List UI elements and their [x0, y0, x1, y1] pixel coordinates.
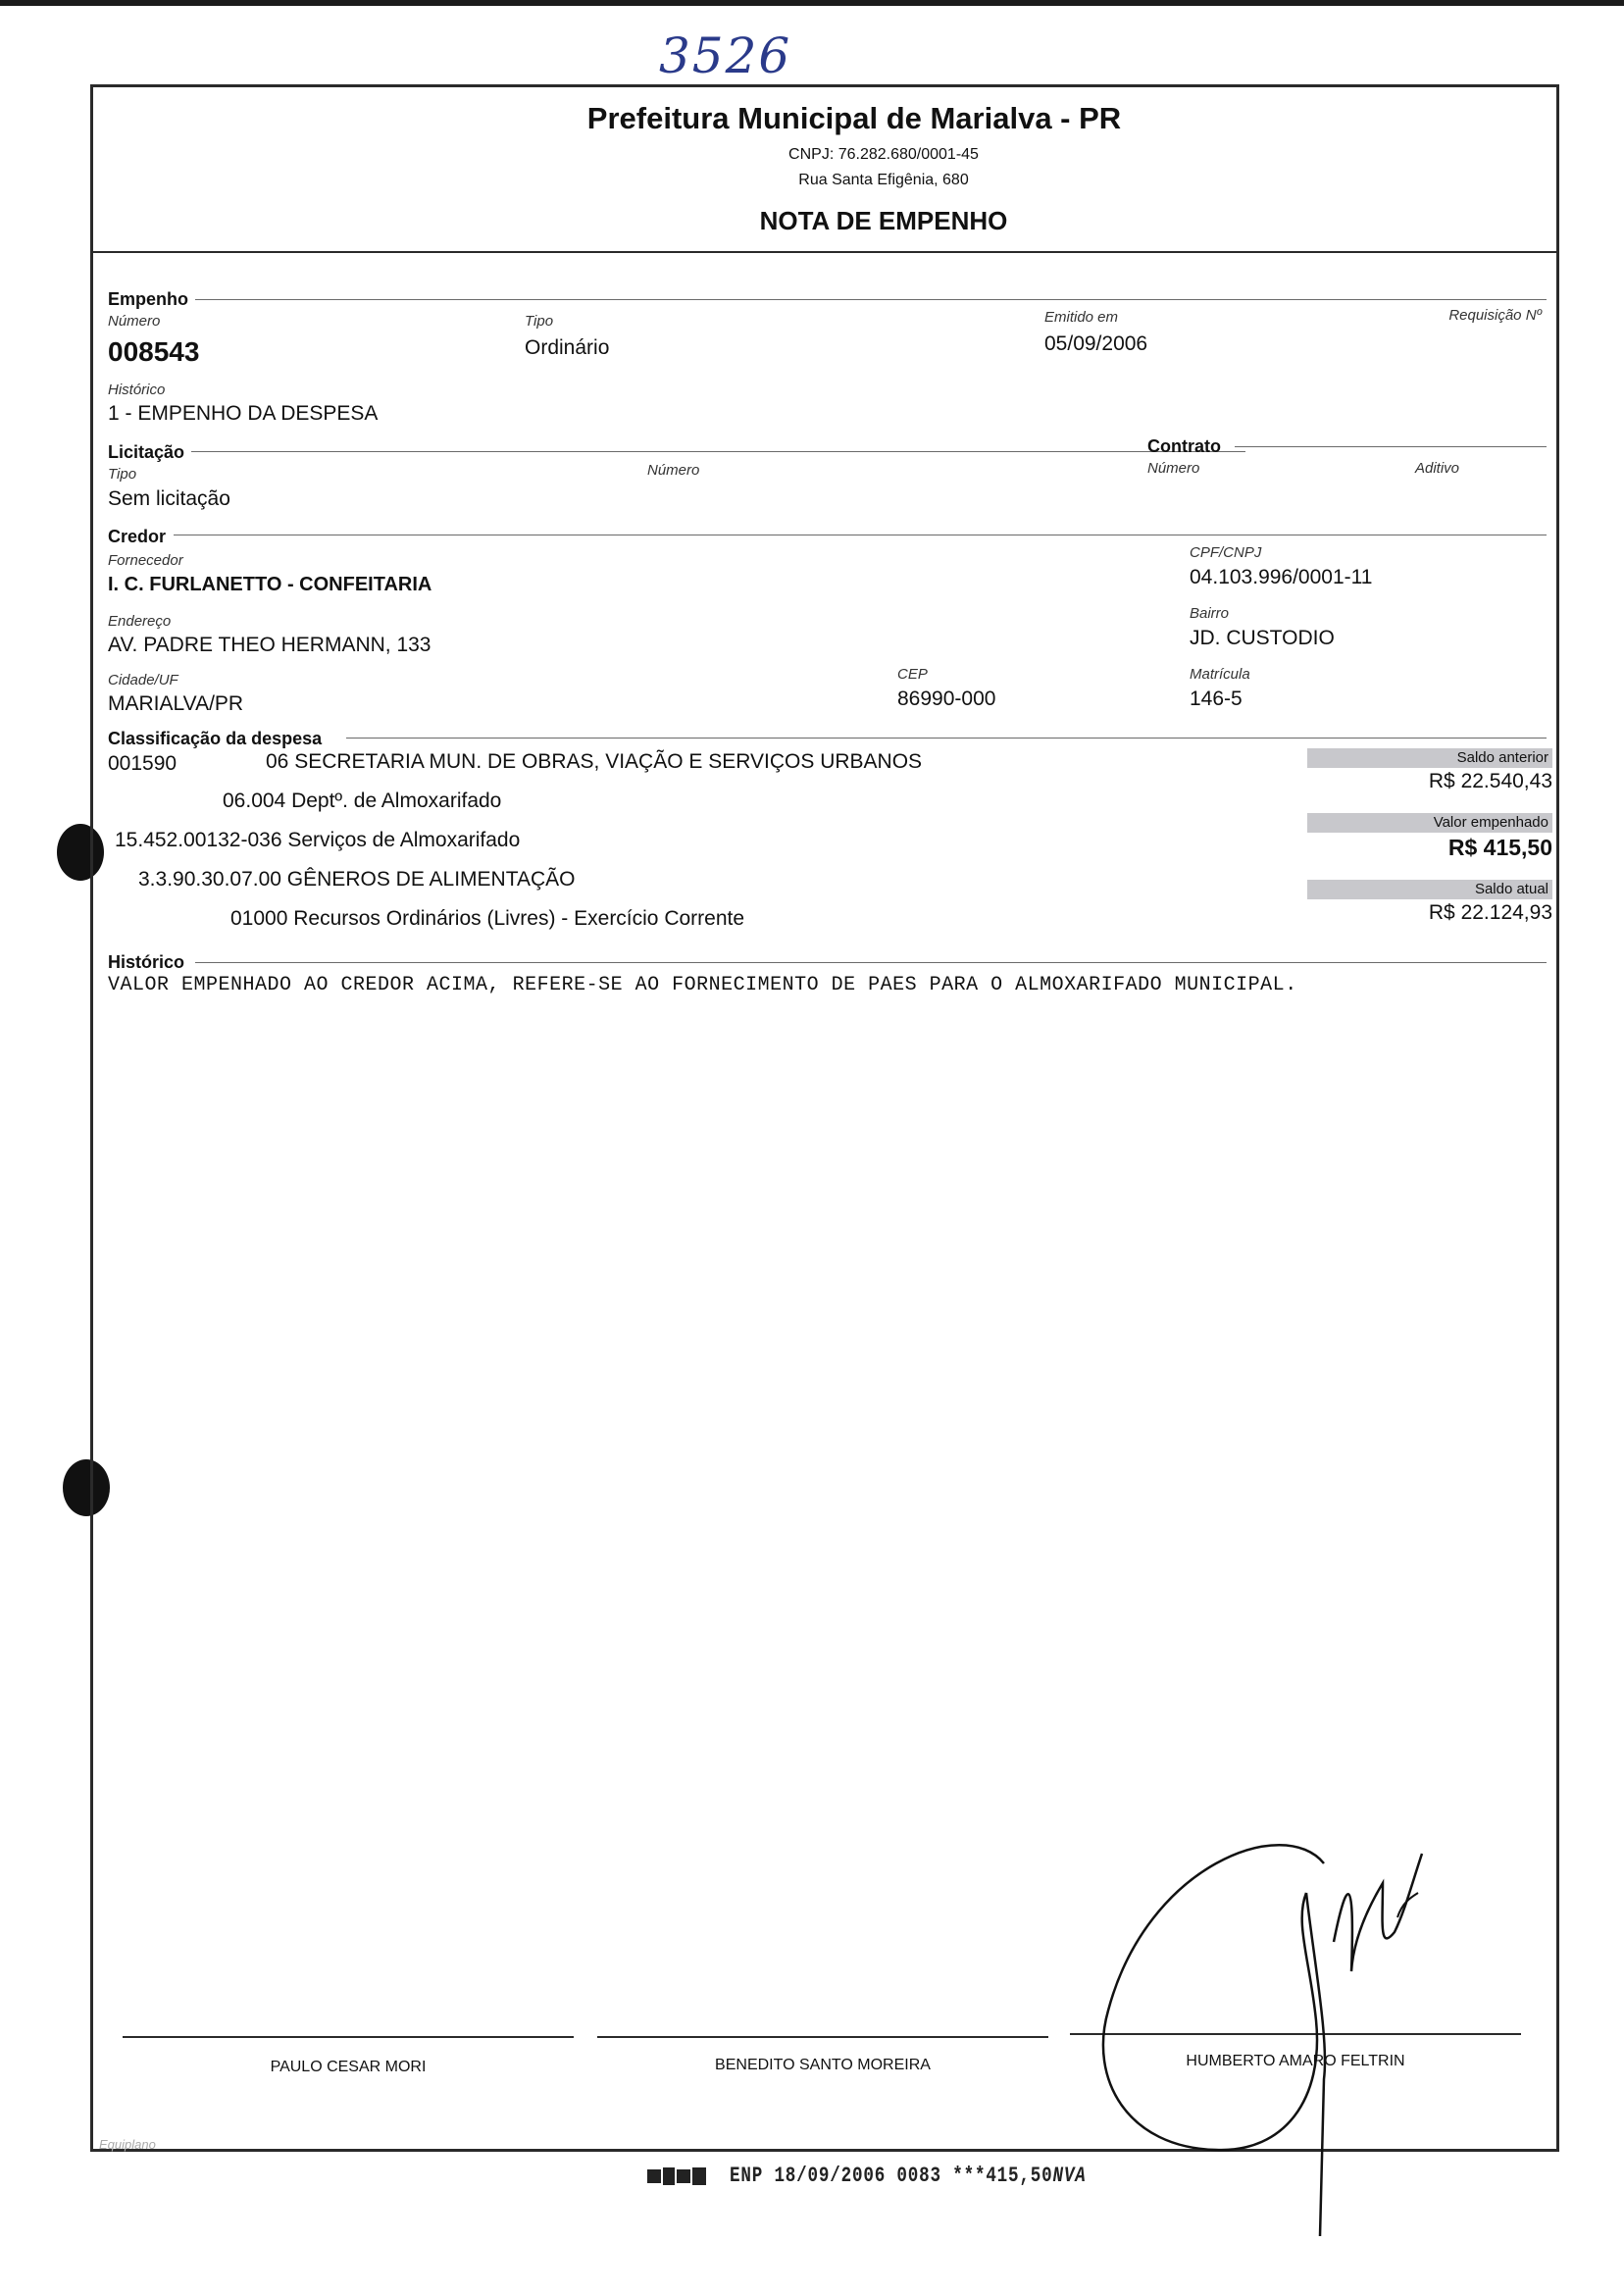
- signature-name-2: BENEDITO SANTO MOREIRA: [715, 2057, 931, 2073]
- page-top-edge: [0, 0, 1624, 6]
- matricula-label: Matrícula: [1190, 666, 1250, 683]
- classificacao-programa: 15.452.00132-036 Serviços de Almoxarifado: [115, 829, 521, 851]
- section-historico: Histórico: [108, 952, 185, 972]
- section-line-historico: [195, 962, 1547, 963]
- requisicao-label: Requisição Nº: [1448, 307, 1542, 324]
- licitacao-tipo-label: Tipo: [108, 466, 137, 483]
- fornecedor-label: Fornecedor: [108, 552, 183, 569]
- endereco-value: AV. PADRE THEO HERMANN, 133: [108, 634, 431, 656]
- licitacao-numero-label: Número: [647, 462, 700, 479]
- stamp-logo-icon: [647, 2166, 708, 2187]
- signature-name-1: PAULO CESAR MORI: [270, 2059, 427, 2075]
- address-line: Rua Santa Efigênia, 680: [798, 172, 969, 188]
- emitido-label: Emitido em: [1044, 309, 1119, 326]
- bairro-label: Bairro: [1190, 605, 1230, 622]
- classificacao-recurso: 01000 Recursos Ordinários (Livres) - Exercício Corrente: [230, 907, 745, 930]
- section-line-licitacao: [191, 451, 1245, 452]
- handwritten-signature: [1089, 1824, 1442, 2236]
- section-contrato: Contrato: [1147, 436, 1221, 456]
- classificacao-departamento: 06.004 Deptº. de Almoxarifado: [223, 790, 502, 812]
- signature-line-2: [597, 2036, 1048, 2038]
- section-line-contrato: [1235, 446, 1547, 447]
- cep-value: 86990-000: [897, 688, 996, 710]
- matricula-value: 146-5: [1190, 688, 1243, 710]
- section-credor: Credor: [108, 527, 167, 546]
- emitido-value: 05/09/2006: [1044, 332, 1148, 355]
- cep-label: CEP: [897, 666, 928, 683]
- section-line-classificacao: [346, 738, 1547, 739]
- tipo-label: Tipo: [525, 313, 554, 330]
- machine-stamp-suffix: NVA: [1052, 2164, 1087, 2188]
- saldo-anterior-value: R$ 22.540,43: [1428, 770, 1552, 792]
- section-line-empenho: [195, 299, 1547, 300]
- numero-label: Número: [108, 313, 161, 330]
- historico-value: 1 - EMPENHO DA DESPESA: [108, 402, 379, 425]
- section-classificacao: Classificação da despesa: [108, 729, 323, 748]
- classificacao-secretaria: 06 SECRETARIA MUN. DE OBRAS, VIAÇÃO E SERVIÇOS URBANOS: [266, 750, 923, 773]
- historico-label: Histórico: [108, 382, 166, 398]
- empenho-number: 008543: [108, 336, 200, 367]
- valor-empenhado-label: Valor empenhado: [1307, 813, 1552, 833]
- cpf-value: 04.103.996/0001-11: [1190, 566, 1373, 588]
- contrato-aditivo-label: Aditivo: [1415, 460, 1460, 477]
- saldo-anterior-label: Saldo anterior: [1307, 748, 1552, 768]
- cidade-label: Cidade/UF: [108, 672, 178, 688]
- handwritten-number: 3526: [659, 27, 792, 84]
- cnpj-line: CNPJ: 76.282.680/0001-45: [788, 146, 979, 163]
- machine-stamp: [730, 2164, 1087, 2188]
- document-title: NOTA DE EMPENHO: [759, 206, 1008, 235]
- header-separator: [93, 251, 1556, 253]
- machine-stamp-text: ENP 18/09/2006 0083 ***415,50: [730, 2164, 1053, 2188]
- valor-empenhado-value: R$ 415,50: [1447, 835, 1552, 860]
- fornecedor-value: I. C. FURLANETTO - CONFEITARIA: [108, 574, 432, 595]
- page-title: Prefeitura Municipal de Marialva - PR: [586, 101, 1122, 135]
- cpf-label: CPF/CNPJ: [1190, 544, 1262, 561]
- section-empenho: Empenho: [108, 289, 189, 309]
- footer-brand: Equiplano: [99, 2137, 156, 2152]
- licitacao-tipo-value: Sem licitação: [108, 487, 230, 510]
- signature-line-1: [123, 2036, 574, 2038]
- cidade-value: MARIALVA/PR: [108, 692, 244, 715]
- bairro-value: JD. CUSTODIO: [1190, 627, 1335, 649]
- saldo-atual-label: Saldo atual: [1307, 880, 1552, 899]
- saldo-atual-value: R$ 22.124,93: [1428, 901, 1552, 924]
- contrato-numero-label: Número: [1147, 460, 1200, 477]
- endereco-label: Endereço: [108, 613, 172, 630]
- signature-name-3: HUMBERTO AMARO FELTRIN: [1186, 2053, 1405, 2069]
- classificacao-code: 001590: [108, 752, 178, 775]
- tipo-value: Ordinário: [525, 336, 610, 359]
- classificacao-elemento: 3.3.90.30.07.00 GÊNEROS DE ALIMENTAÇÃO: [138, 868, 576, 891]
- historico-text: VALOR EMPENHADO AO CREDOR ACIMA, REFERE-SE AO FORNECIMENTO DE PAES PARA O ALMOXARIFADO MUNICIPAL.: [108, 974, 1297, 996]
- section-licitacao: Licitação: [108, 442, 185, 462]
